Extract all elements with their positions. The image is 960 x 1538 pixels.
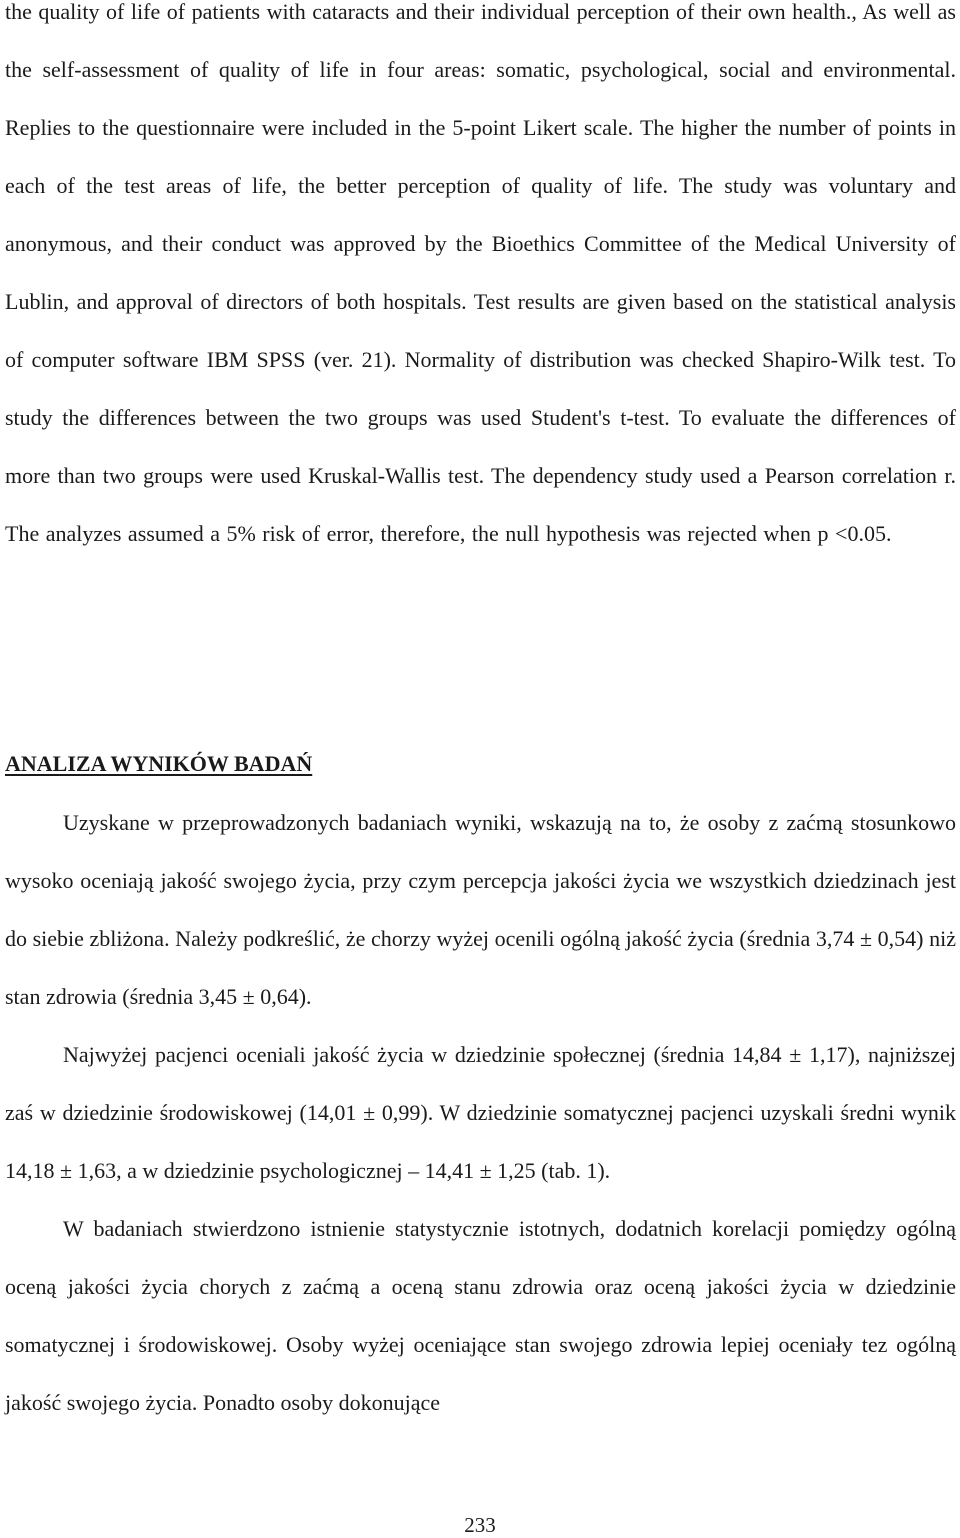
results-paragraph-3: W badaniach stwierdzono istnienie statystycznie istotnych, dodatnich korelacji pomiędzy ogólną oceną jakości życia chorych z zaćmą a oceną stanu zdrowia oraz oceną jakości życia w dziedzinie somatycznej i środowiskowej. Osoby wyżej oceniające stan swojego zdrowia lepiej oceniały tez ogólną jakość swojego życia. Ponadto osoby dokonujące	[5, 1216, 956, 1415]
section-heading: ANALIZA WYNIKÓW BADAŃ	[5, 751, 313, 776]
intro-paragraph: the quality of life of patients with cataracts and their individual perception of their own health., As well as the self-assessment of quality of life in four areas: somatic, psychological, social and environmental. Replies to the questionnaire were included in the 5-point Likert scale. The higher the number of points in each of the test areas of life, the better perception of quality of life. The study was voluntary and anonymous, and their conduct was approved by the Bioethics Committee of the Medical University of Lublin, and approval of directors of both hospitals. Test results are given based on the statistical analysis of computer software IBM SPSS (ver. 21). Normality of distribution was checked Shapiro-Wilk test. To study the differences between the two groups was used Student's t-test. To evaluate the differences of more than two groups were used Kruskal-Wallis test. The dependency study used a Pearson correlation r. The analyzes assumed a 5% risk of error, therefore, the null hypothesis was rejected when p <0.05.	[5, 0, 956, 546]
results-paragraph-1: Uzyskane w przeprowadzonych badaniach wyniki, wskazują na to, że osoby z zaćmą stosunkowo wysoko oceniają jakość swojego życia, przy czym percepcja jakości życia we wszystkich dziedzinach jest do siebie zbliżona. Należy podkreślić, że chorzy wyżej ocenili ogólną jakość życia (średnia 3,74 ± 0,54) niż stan zdrowia (średnia 3,45 ± 0,64).	[5, 810, 956, 1009]
results-paragraph-2: Najwyżej pacjenci oceniali jakość życia w dziedzinie społecznej (średnia 14,84 ± 1,17), najniższej zaś w dziedzinie środowiskowej (14,01 ± 0,99). W dziedzinie somatycznej pacjenci uzyskali średni wynik 14,18 ± 1,63, a w dziedzinie psychologicznej – 14,41 ± 1,25 (tab. 1).	[5, 1042, 956, 1183]
page-number: 233	[464, 1513, 496, 1537]
